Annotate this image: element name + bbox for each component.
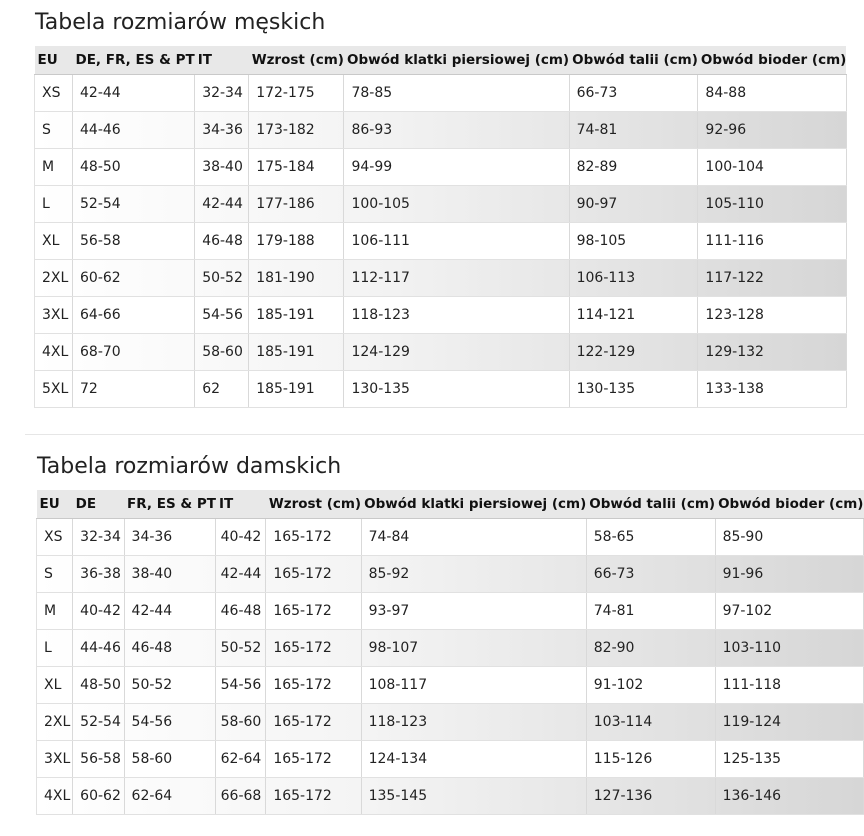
table-cell: 42-44	[195, 186, 249, 223]
table-cell: 133-138	[698, 371, 846, 408]
table-cell: 58-60	[124, 741, 216, 778]
table-cell: 38-40	[124, 556, 216, 593]
table-cell: 97-102	[715, 593, 863, 630]
table-cell: 3XL	[35, 297, 73, 334]
table-cell: 177-186	[249, 186, 344, 223]
table-cell: 98-105	[569, 223, 698, 260]
table-cell: 108-117	[361, 667, 586, 704]
table-cell: 84-88	[698, 75, 846, 112]
table-row	[37, 593, 864, 630]
table-cell: 165-172	[266, 778, 361, 815]
column-header: Obwód talii (cm)	[586, 490, 715, 519]
table-cell: 34-36	[195, 112, 249, 149]
table-cell: 125-135	[715, 741, 863, 778]
table-cell: 60-62	[73, 778, 124, 815]
table-cell: 165-172	[266, 519, 361, 556]
table-cell: 4XL	[35, 334, 73, 371]
table-cell: 60-62	[73, 260, 195, 297]
table-cell: 185-191	[249, 297, 344, 334]
table-cell: 44-46	[73, 112, 195, 149]
table-cell: 165-172	[266, 704, 361, 741]
table-row	[37, 519, 864, 556]
table-cell: 32-34	[195, 75, 249, 112]
column-header: Obwód bioder (cm)	[698, 46, 846, 75]
table-cell: 4XL	[37, 778, 73, 815]
table-cell: 42-44	[216, 556, 266, 593]
table-cell: 124-134	[361, 741, 586, 778]
table-cell: 66-68	[216, 778, 266, 815]
table-cell: 92-96	[698, 112, 846, 149]
table-row	[37, 778, 864, 815]
table-row	[35, 260, 847, 297]
column-header: EU	[35, 46, 73, 75]
column-header: DE, FR, ES & PT	[73, 46, 195, 75]
table-cell: 172-175	[249, 75, 344, 112]
table-cell: 103-110	[715, 630, 863, 667]
table-cell: 2XL	[35, 260, 73, 297]
table-cell: 106-111	[344, 223, 569, 260]
table-cell: 82-90	[586, 630, 715, 667]
column-header: Obwód klatki piersiowej (cm)	[361, 490, 586, 519]
table-cell: 105-110	[698, 186, 846, 223]
table-cell: 91-102	[586, 667, 715, 704]
table-row	[37, 667, 864, 704]
table-cell: 136-146	[715, 778, 863, 815]
table-cell: 127-136	[586, 778, 715, 815]
table-cell: 46-48	[195, 223, 249, 260]
table-cell: 122-129	[569, 334, 698, 371]
table-cell: 42-44	[124, 593, 216, 630]
table-cell: 94-99	[344, 149, 569, 186]
table-row	[37, 556, 864, 593]
table-cell: L	[35, 186, 73, 223]
table-cell: XL	[35, 223, 73, 260]
table-cell: 58-60	[195, 334, 249, 371]
table-cell: 85-92	[361, 556, 586, 593]
table-cell: S	[35, 112, 73, 149]
table-cell: 86-93	[344, 112, 569, 149]
table-cell: 135-145	[361, 778, 586, 815]
table-cell: 62-64	[124, 778, 216, 815]
table-cell: 48-50	[73, 149, 195, 186]
table-cell: 66-73	[586, 556, 715, 593]
table-cell: 111-116	[698, 223, 846, 260]
table-cell: 100-104	[698, 149, 846, 186]
column-header: Wzrost (cm)	[266, 490, 361, 519]
table-cell: 3XL	[37, 741, 73, 778]
table-cell: 54-56	[124, 704, 216, 741]
table-cell: L	[37, 630, 73, 667]
table-cell: 52-54	[73, 704, 124, 741]
table-cell: 62-64	[216, 741, 266, 778]
table-cell: 38-40	[195, 149, 249, 186]
table-cell: 54-56	[195, 297, 249, 334]
table-cell: 5XL	[35, 371, 73, 408]
table-cell: 100-105	[344, 186, 569, 223]
table-cell: 173-182	[249, 112, 344, 149]
table-cell: 165-172	[266, 556, 361, 593]
table-cell: 179-188	[249, 223, 344, 260]
table-cell: 40-42	[73, 593, 124, 630]
table-cell: 114-121	[569, 297, 698, 334]
men-size-table-title: Tabela rozmiarów męskich	[35, 10, 326, 35]
table-cell: 50-52	[124, 667, 216, 704]
table-cell: M	[35, 149, 73, 186]
column-header: EU	[37, 490, 73, 519]
table-cell: 72	[73, 371, 195, 408]
table-cell: 130-135	[344, 371, 569, 408]
table-cell: 175-184	[249, 149, 344, 186]
table-cell: 181-190	[249, 260, 344, 297]
table-cell: 106-113	[569, 260, 698, 297]
table-cell: XS	[35, 75, 73, 112]
table-cell: 2XL	[37, 704, 73, 741]
table-cell: 103-114	[586, 704, 715, 741]
table-row	[35, 334, 847, 371]
table-cell: 112-117	[344, 260, 569, 297]
table-cell: 52-54	[73, 186, 195, 223]
table-cell: 54-56	[216, 667, 266, 704]
women-size-table	[36, 490, 864, 815]
column-header: Obwód klatki piersiowej (cm)	[344, 46, 569, 75]
table-cell: 58-60	[216, 704, 266, 741]
table-cell: 36-38	[73, 556, 124, 593]
table-cell: 98-107	[361, 630, 586, 667]
table-cell: 48-50	[73, 667, 124, 704]
table-row	[37, 704, 864, 741]
column-header: Obwód talii (cm)	[569, 46, 698, 75]
table-cell: 115-126	[586, 741, 715, 778]
men-size-table	[34, 46, 847, 408]
table-cell: 78-85	[344, 75, 569, 112]
table-cell: 58-65	[586, 519, 715, 556]
table-row	[35, 186, 847, 223]
table-cell: 74-84	[361, 519, 586, 556]
table-row	[35, 75, 847, 112]
table-header-row	[35, 46, 847, 75]
table-cell: 74-81	[569, 112, 698, 149]
table-row	[35, 297, 847, 334]
table-cell: 32-34	[73, 519, 124, 556]
table-cell: 50-52	[195, 260, 249, 297]
table-cell: 74-81	[586, 593, 715, 630]
table-cell: 165-172	[266, 593, 361, 630]
table-cell: 165-172	[266, 741, 361, 778]
table-cell: 165-172	[266, 667, 361, 704]
table-cell: 50-52	[216, 630, 266, 667]
table-cell: 56-58	[73, 223, 195, 260]
table-row	[35, 112, 847, 149]
table-cell: 130-135	[569, 371, 698, 408]
table-cell: 62	[195, 371, 249, 408]
table-cell: 42-44	[73, 75, 195, 112]
table-header-row	[37, 490, 864, 519]
table-row	[37, 630, 864, 667]
column-header: FR, ES & PT	[124, 490, 216, 519]
table-cell: XS	[37, 519, 73, 556]
table-cell: 82-89	[569, 149, 698, 186]
table-row	[35, 223, 847, 260]
table-cell: 129-132	[698, 334, 846, 371]
column-header: DE	[73, 490, 124, 519]
table-cell: 34-36	[124, 519, 216, 556]
table-cell: 111-118	[715, 667, 863, 704]
table-cell: 46-48	[216, 593, 266, 630]
table-cell: 68-70	[73, 334, 195, 371]
table-cell: 119-124	[715, 704, 863, 741]
table-cell: 185-191	[249, 334, 344, 371]
table-row	[35, 371, 847, 408]
table-cell: 185-191	[249, 371, 344, 408]
table-cell: 56-58	[73, 741, 124, 778]
table-cell: 117-122	[698, 260, 846, 297]
women-size-table-title: Tabela rozmiarów damskich	[37, 454, 342, 479]
table-cell: 165-172	[266, 630, 361, 667]
table-cell: 124-129	[344, 334, 569, 371]
table-cell: 85-90	[715, 519, 863, 556]
table-cell: 118-123	[344, 297, 569, 334]
table-row	[35, 149, 847, 186]
table-cell: 123-128	[698, 297, 846, 334]
table-cell: 44-46	[73, 630, 124, 667]
column-header: Wzrost (cm)	[249, 46, 344, 75]
table-cell: 64-66	[73, 297, 195, 334]
column-header: Obwód bioder (cm)	[715, 490, 863, 519]
table-cell: 66-73	[569, 75, 698, 112]
table-cell: 118-123	[361, 704, 586, 741]
table-cell: S	[37, 556, 73, 593]
table-cell: XL	[37, 667, 73, 704]
column-header: IT	[216, 490, 266, 519]
table-cell: 90-97	[569, 186, 698, 223]
column-header: IT	[195, 46, 249, 75]
table-row	[37, 741, 864, 778]
section-divider	[25, 434, 864, 435]
table-cell: 46-48	[124, 630, 216, 667]
table-cell: 40-42	[216, 519, 266, 556]
table-cell: 93-97	[361, 593, 586, 630]
table-cell: 91-96	[715, 556, 863, 593]
table-cell: M	[37, 593, 73, 630]
